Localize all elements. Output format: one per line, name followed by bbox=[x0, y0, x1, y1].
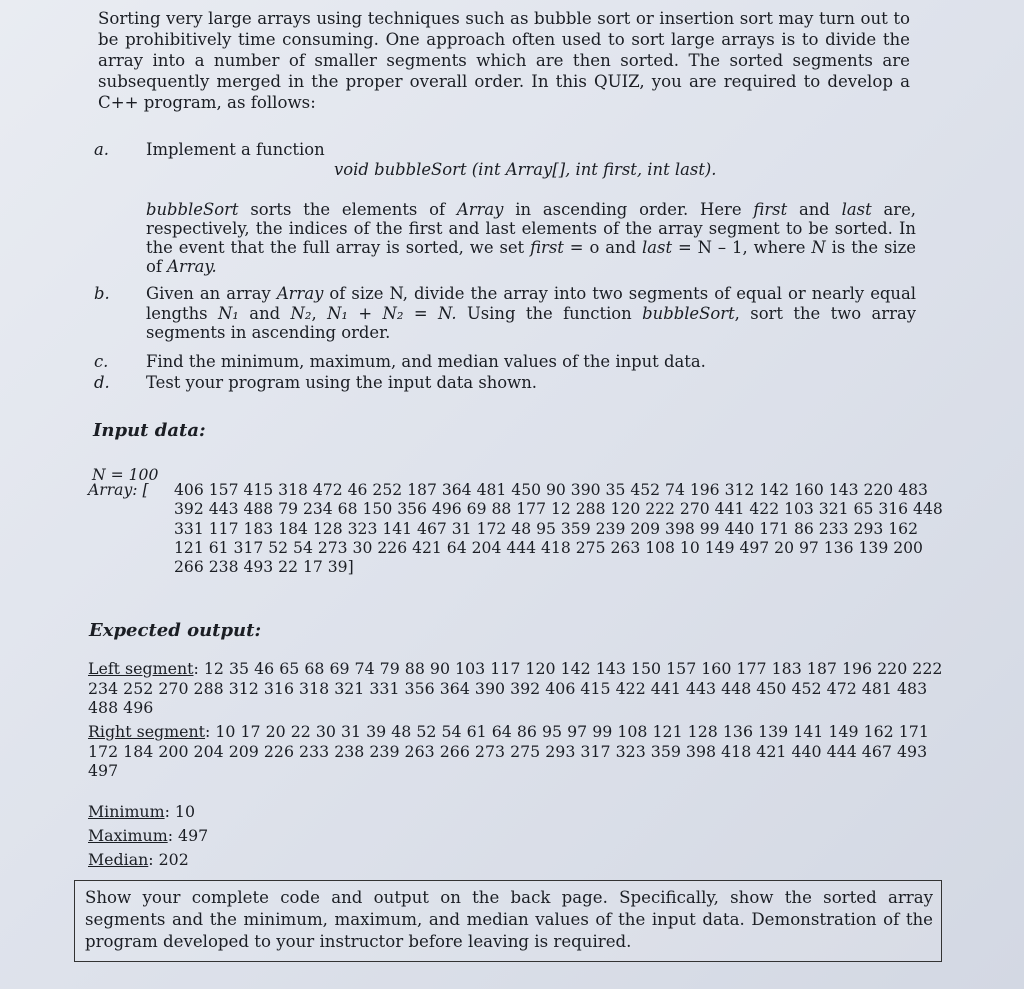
item-a-text: Implement a function bbox=[146, 140, 325, 159]
minimum-label: Minimum bbox=[88, 802, 165, 821]
expected-output-heading: Expected output: bbox=[89, 620, 262, 641]
item-c-text: Find the minimum, maximum, and median values of the input data. bbox=[146, 352, 706, 371]
desc-part: first bbox=[530, 238, 564, 257]
input-array bbox=[88, 481, 948, 577]
left-segment-output bbox=[88, 659, 948, 718]
minimum-output bbox=[88, 802, 948, 822]
array-label: Array: [ bbox=[88, 481, 149, 499]
item-d-text: Test your program using the input data shown. bbox=[146, 373, 537, 392]
desc-part: N bbox=[811, 238, 826, 257]
item-a-description bbox=[146, 200, 916, 276]
item-a-body bbox=[146, 140, 916, 179]
desc-part: bubbleSort bbox=[146, 200, 239, 219]
desc-part: are, respectively, the indices of the first and last elements of the array segment to be sorted. In the event that the full array is sorted, we set bbox=[146, 200, 916, 257]
item-c-letter: c. bbox=[94, 352, 109, 371]
desc-part: last bbox=[841, 200, 872, 219]
desc-part: last bbox=[642, 238, 673, 257]
median-label: Median bbox=[88, 850, 149, 869]
desc-part: in ascending order. Here bbox=[503, 200, 754, 219]
b-part: N₁ + N₂ = N. bbox=[327, 303, 457, 323]
median-value: : 202 bbox=[148, 850, 189, 869]
b-part: Given an array bbox=[146, 284, 277, 303]
left-segment-label: Left segment bbox=[88, 659, 194, 678]
minimum-value: : 10 bbox=[164, 802, 196, 821]
right-segment-output bbox=[88, 722, 948, 781]
left-segment-values: : 12 35 46 65 68 69 74 79 88 90 103 117 120 142 143 150 157 160 177 183 187 196 220 222 234 252 270 288 312 316 318 321 331 356 364 390 392 406 415 422 441 443 448 450 452 472 481 483 488 496 bbox=[88, 659, 943, 718]
right-segment-label: Right segment bbox=[88, 722, 206, 741]
b-part: , bbox=[311, 303, 328, 323]
desc-part: first bbox=[753, 200, 788, 219]
desc-part: = N – 1, where bbox=[672, 238, 812, 257]
b-part: and bbox=[238, 303, 291, 323]
desc-part: sorts the elements of bbox=[238, 200, 457, 219]
instructions-box: Show your complete code and output on the back page. Specifically, show the sorted array segments and the minimum, maximum, and median values of the input data. Demonstration of the program developed to your instructor before leaving is required. bbox=[74, 880, 942, 962]
item-b-letter: b. bbox=[94, 284, 110, 303]
b-part: of size N, divide the array into two segments of equal or nearly equal lengths bbox=[146, 284, 916, 323]
n-line-text: N = 100 bbox=[92, 466, 159, 484]
desc-part: = o and bbox=[563, 238, 643, 257]
desc-part: and bbox=[787, 200, 842, 219]
function-signature: void bubbleSort (int Array[], int first, int last). bbox=[334, 159, 717, 179]
median-output bbox=[88, 850, 948, 870]
desc-part: Array bbox=[456, 200, 504, 219]
b-part: , sort the two array segments in ascending order. bbox=[146, 303, 917, 342]
intro-paragraph: Sorting very large arrays using techniques such as bubble sort or insertion sort may turn out to be prohibitively time consuming. One approach often used to sort large arrays is to divide the array into a number of smaller segments which are then sorted. The sorted segments are subsequently merged in the proper overall order. In this QUIZ, you are required to develop a C++ program, as follows: bbox=[98, 9, 910, 112]
item-b-body bbox=[146, 284, 916, 343]
b-part: Array bbox=[276, 284, 324, 303]
b-part: N₁ bbox=[217, 303, 239, 323]
maximum-label: Maximum bbox=[88, 826, 168, 845]
right-segment-values: : 10 17 20 22 30 31 39 48 52 54 61 64 86 95 97 99 108 121 128 136 139 141 149 162 171 172 184 200 204 209 226 233 238 239 263 266 273 275 293 317 323 359 398 418 421 440 444 467 493 497 bbox=[88, 722, 929, 781]
item-d-letter: d. bbox=[94, 373, 110, 392]
maximum-output bbox=[88, 826, 948, 846]
input-data-heading: Input data: bbox=[93, 420, 206, 441]
b-part: N₂ bbox=[290, 303, 312, 323]
desc-part: Array. bbox=[167, 257, 217, 276]
b-part: Using the function bbox=[456, 303, 643, 323]
desc-part: is the size of bbox=[146, 238, 916, 276]
array-values: 406 157 415 318 472 46 252 187 364 481 450 90 390 35 452 74 196 312 142 160 143 220 483 392 443 488 79 234 68 150 356 496 69 88 177 12 288 120 222 270 441 422 103 321 65 316 448 331 117 183 184 128 323 141 467 31 172 48 95 359 239 209 398 99 440 171 86 233 293 162 121 61 317 52 54 273 30 226 421 64 204 444 418 275 263 108 10 149 497 20 97 136 139 200 266 238 493 22 17 39] bbox=[174, 481, 943, 577]
b-part: bubbleSort bbox=[642, 303, 735, 323]
maximum-value: : 497 bbox=[167, 826, 209, 845]
item-a-letter: a. bbox=[94, 140, 109, 159]
